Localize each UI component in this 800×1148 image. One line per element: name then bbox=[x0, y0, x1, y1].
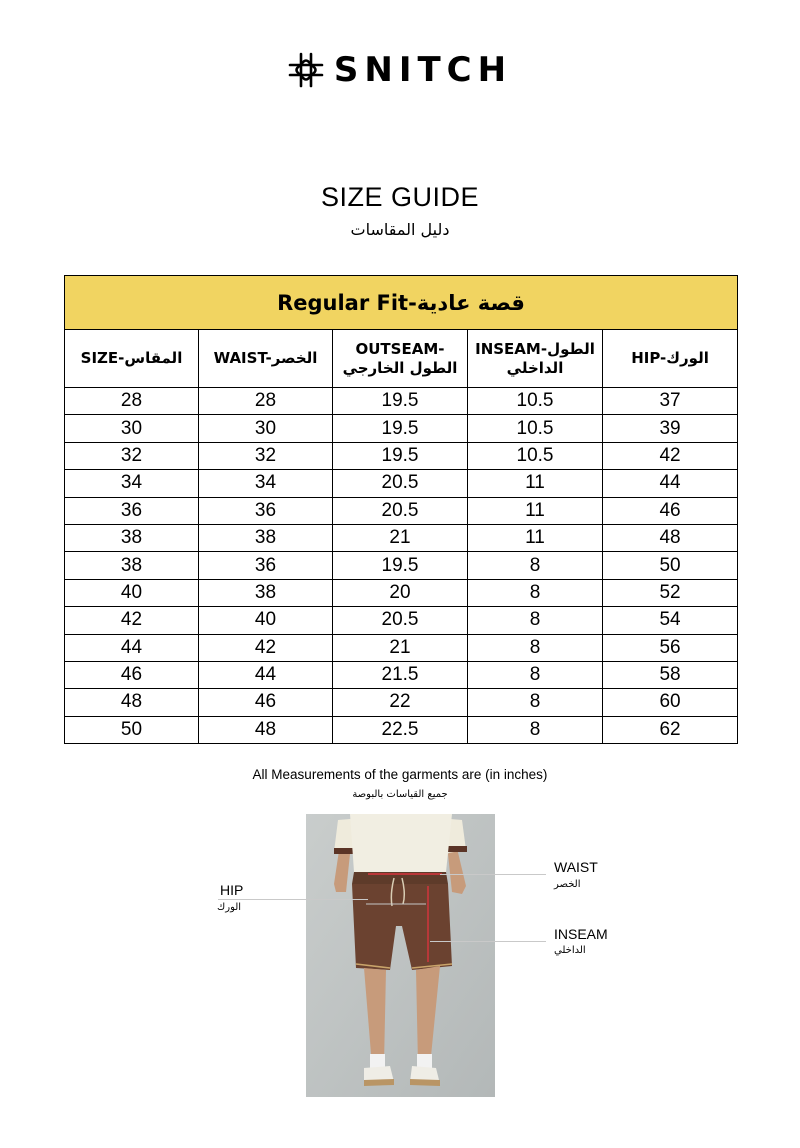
table-cell: 38 bbox=[65, 552, 199, 579]
column-header: OUTSEAM- الطول الخارجي bbox=[333, 330, 468, 388]
table-cell: 38 bbox=[199, 579, 333, 606]
table-row bbox=[65, 716, 738, 743]
table-cell: 22.5 bbox=[333, 716, 468, 743]
table-cell: 20.5 bbox=[333, 497, 468, 524]
table-cell: 32 bbox=[65, 442, 199, 469]
inseam-label: INSEAM bbox=[554, 926, 608, 942]
hip-label-arabic: الورك bbox=[217, 902, 242, 913]
table-cell: 60 bbox=[603, 689, 738, 716]
table-cell: 36 bbox=[199, 552, 333, 579]
table-cell: 30 bbox=[199, 415, 333, 442]
table-cell: 48 bbox=[65, 689, 199, 716]
table-cell: 8 bbox=[468, 579, 603, 606]
table-cell: 19.5 bbox=[333, 415, 468, 442]
table-cell: 39 bbox=[603, 415, 738, 442]
brand-name: SNITCH bbox=[333, 50, 513, 90]
table-row bbox=[65, 552, 738, 579]
table-cell: 48 bbox=[199, 716, 333, 743]
table-cell: 34 bbox=[199, 470, 333, 497]
table-cell: 38 bbox=[199, 524, 333, 551]
table-row bbox=[65, 661, 738, 688]
table-cell: 10.5 bbox=[468, 442, 603, 469]
column-header: SIZE-المقاس bbox=[65, 330, 199, 388]
measurement-note-arabic: جميع القياسات بالبوصة bbox=[352, 789, 448, 800]
table-cell: 46 bbox=[199, 689, 333, 716]
table-cell: 46 bbox=[65, 661, 199, 688]
page-title: SIZE GUIDE bbox=[320, 182, 480, 212]
table-cell: 42 bbox=[199, 634, 333, 661]
table-cell: 42 bbox=[65, 607, 199, 634]
table-cell: 28 bbox=[65, 388, 199, 415]
page-title-arabic: دليل المقاسات bbox=[350, 220, 450, 239]
table-cell: 30 bbox=[65, 415, 199, 442]
table-cell: 54 bbox=[603, 607, 738, 634]
fit-label: Regular Fit-قصة عادية bbox=[65, 276, 738, 330]
table-row bbox=[65, 470, 738, 497]
table-cell: 62 bbox=[603, 716, 738, 743]
table-row bbox=[65, 524, 738, 551]
table-cell: 44 bbox=[603, 470, 738, 497]
table-cell: 32 bbox=[199, 442, 333, 469]
waist-leader-line bbox=[440, 874, 546, 875]
table-cell: 8 bbox=[468, 634, 603, 661]
table-cell: 20.5 bbox=[333, 607, 468, 634]
table-cell: 44 bbox=[199, 661, 333, 688]
table-cell: 37 bbox=[603, 388, 738, 415]
table-cell: 46 bbox=[603, 497, 738, 524]
measurement-note: All Measurements of the garments are (in inches) bbox=[252, 767, 548, 782]
column-header-row bbox=[65, 330, 738, 388]
table-cell: 11 bbox=[468, 524, 603, 551]
table-cell: 52 bbox=[603, 579, 738, 606]
fit-header-row bbox=[65, 276, 738, 330]
waist-label-arabic: الخصر bbox=[554, 879, 581, 890]
table-cell: 50 bbox=[65, 716, 199, 743]
column-header: WAIST-الخصر bbox=[199, 330, 333, 388]
table-cell: 20 bbox=[333, 579, 468, 606]
table-cell: 20.5 bbox=[333, 470, 468, 497]
table-row bbox=[65, 689, 738, 716]
table-cell: 40 bbox=[65, 579, 199, 606]
table-cell: 38 bbox=[65, 524, 199, 551]
size-table bbox=[64, 275, 738, 744]
table-cell: 40 bbox=[199, 607, 333, 634]
table-cell: 10.5 bbox=[468, 388, 603, 415]
table-row bbox=[65, 497, 738, 524]
waist-label: WAIST bbox=[554, 859, 598, 875]
table-cell: 8 bbox=[468, 716, 603, 743]
hip-leader-line bbox=[218, 899, 368, 900]
table-cell: 11 bbox=[468, 497, 603, 524]
hip-label: HIP bbox=[220, 882, 244, 898]
table-cell: 21 bbox=[333, 634, 468, 661]
table-cell: 10.5 bbox=[468, 415, 603, 442]
table-cell: 42 bbox=[603, 442, 738, 469]
table-cell: 21 bbox=[333, 524, 468, 551]
table-cell: 19.5 bbox=[333, 552, 468, 579]
table-cell: 36 bbox=[199, 497, 333, 524]
column-header: INSEAM-الطول الداخلي bbox=[468, 330, 603, 388]
table-cell: 28 bbox=[199, 388, 333, 415]
table-cell: 56 bbox=[603, 634, 738, 661]
table-cell: 44 bbox=[65, 634, 199, 661]
table-cell: 11 bbox=[468, 470, 603, 497]
grid-knot-logo-icon bbox=[288, 52, 324, 88]
table-cell: 36 bbox=[65, 497, 199, 524]
table-cell: 19.5 bbox=[333, 442, 468, 469]
model-photo bbox=[306, 814, 495, 1097]
table-cell: 8 bbox=[468, 552, 603, 579]
table-cell: 19.5 bbox=[333, 388, 468, 415]
table-cell: 22 bbox=[333, 689, 468, 716]
table-row bbox=[65, 579, 738, 606]
brand-header bbox=[0, 52, 800, 88]
inseam-leader-line bbox=[430, 941, 546, 942]
inseam-label-arabic: الداخلي bbox=[554, 945, 586, 956]
table-row bbox=[65, 415, 738, 442]
table-cell: 50 bbox=[603, 552, 738, 579]
table-row bbox=[65, 607, 738, 634]
column-header: HIP-الورك bbox=[603, 330, 738, 388]
table-body bbox=[65, 388, 738, 744]
table-cell: 21.5 bbox=[333, 661, 468, 688]
table-row bbox=[65, 634, 738, 661]
table-cell: 58 bbox=[603, 661, 738, 688]
table-cell: 48 bbox=[603, 524, 738, 551]
table-cell: 8 bbox=[468, 661, 603, 688]
table-row bbox=[65, 442, 738, 469]
table-cell: 8 bbox=[468, 607, 603, 634]
table-row bbox=[65, 388, 738, 415]
table-cell: 34 bbox=[65, 470, 199, 497]
table-cell: 8 bbox=[468, 689, 603, 716]
